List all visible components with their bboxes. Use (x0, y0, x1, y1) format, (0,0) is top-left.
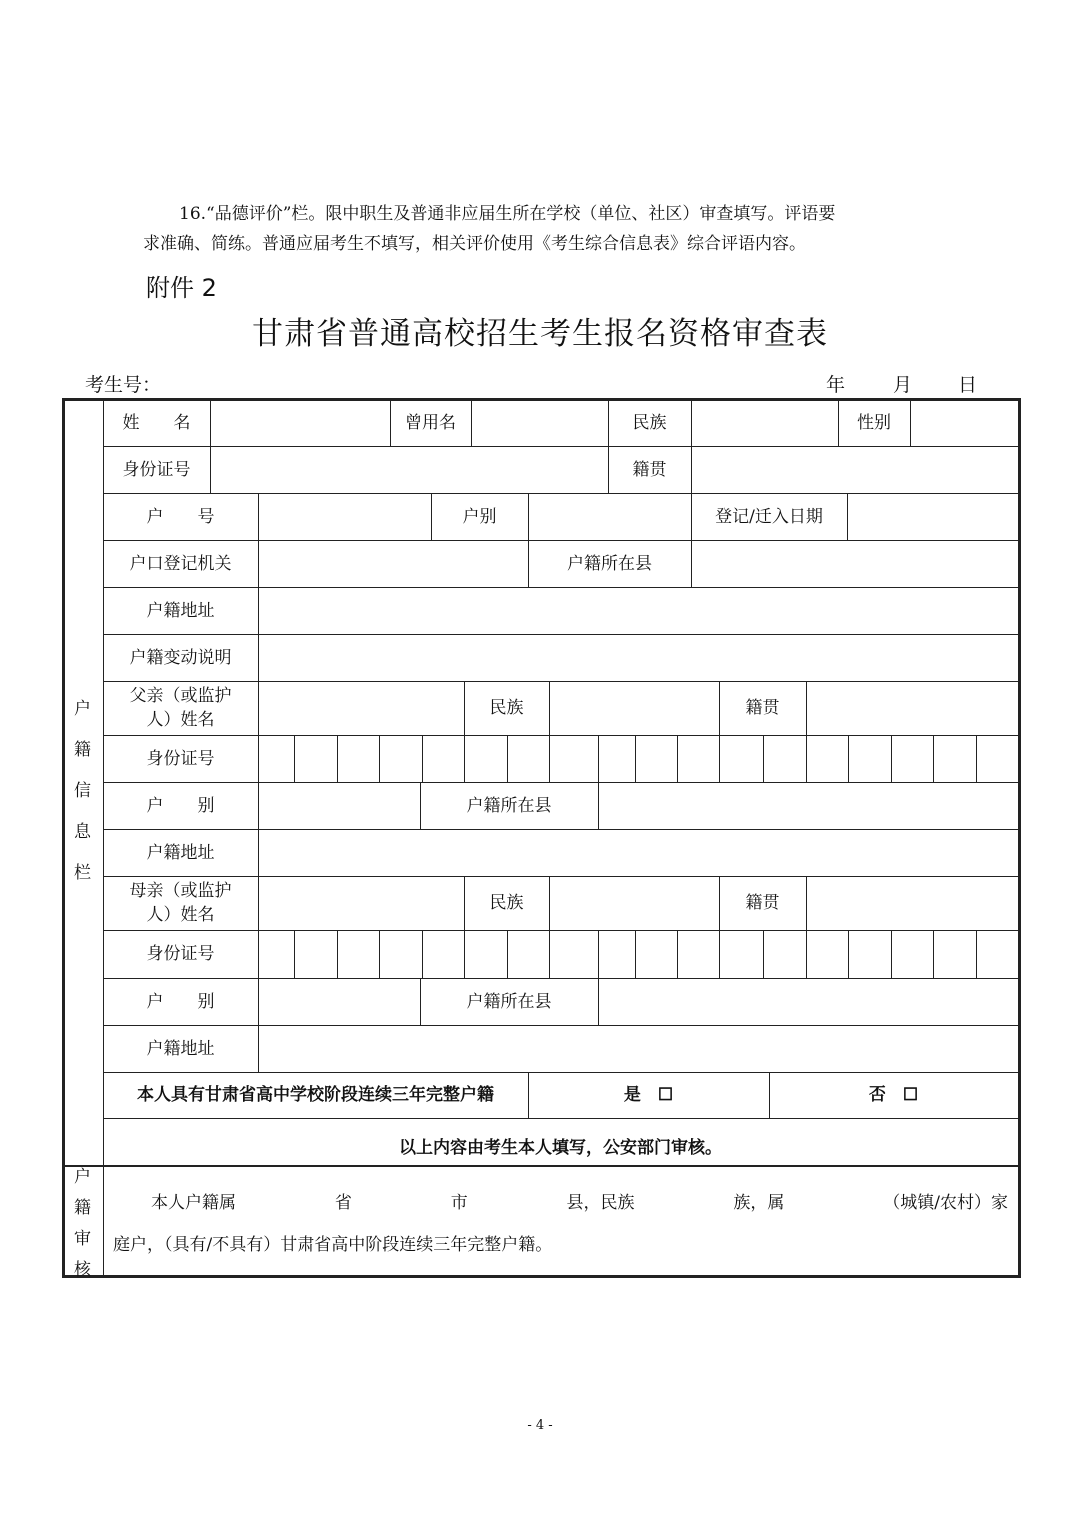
mother-name-field[interactable] (258, 876, 464, 930)
label-father-id-no: 身份证号 (146, 748, 215, 769)
table-bottom-border (62, 1275, 1020, 1278)
label-county: 户籍所在县 (567, 553, 652, 574)
mother-id-digit-cell[interactable] (507, 930, 549, 978)
label-father-native-place: 籍贯 (745, 698, 780, 718)
label-address: 户籍地址 (146, 600, 215, 621)
mother-id-digit-cell[interactable] (677, 930, 719, 978)
ethnicity-field[interactable] (691, 400, 838, 446)
father-id-digit-cell[interactable] (379, 735, 422, 782)
section-label-char: 息 (74, 821, 91, 842)
mother-id-digit-cell[interactable] (933, 930, 976, 978)
label-mother-county: 户籍所在县 (466, 991, 552, 1012)
review-line-2: 庭户，（具有/不具有）甘肃省高中阶段连续三年完整户籍。 (113, 1235, 553, 1255)
label-household-type: 户别 (462, 506, 497, 527)
section-label-char: 籍 (74, 1197, 91, 1218)
father-id-digit-cell[interactable] (422, 735, 464, 782)
no-checkbox[interactable]: 否 ☐ (868, 1085, 919, 1105)
label-household-no: 户 号 (146, 506, 215, 527)
mother-ethnicity-field[interactable] (549, 876, 719, 930)
label-change-note: 户籍变动说明 (129, 647, 232, 668)
father-name-field[interactable] (258, 681, 464, 735)
label-father-county: 户籍所在县 (466, 795, 552, 816)
mother-id-digit-cell[interactable] (549, 930, 598, 978)
father-county-field[interactable] (598, 782, 1018, 829)
label-mother-ethnicity: 民族 (489, 893, 524, 913)
mother-id-digit-cell[interactable] (848, 930, 891, 978)
id-no-field[interactable] (210, 446, 608, 493)
section-label-char: 信 (74, 780, 91, 801)
father-id-digit-cell[interactable] (806, 735, 848, 782)
name-field[interactable] (210, 400, 390, 446)
father-id-digit-cell[interactable] (891, 735, 933, 782)
label-mother-name: 母亲（或监护人）姓名 (129, 881, 232, 925)
review-fragment: 市 (450, 1193, 468, 1213)
mother-id-digit-cell[interactable] (294, 930, 337, 978)
father-id-digit-cell[interactable] (464, 735, 507, 782)
review-fragment: 本人户籍属 (151, 1193, 236, 1213)
label-mother-address: 户籍地址 (146, 1038, 215, 1059)
father-id-digit-cell[interactable] (294, 735, 337, 782)
father-household-type-field[interactable] (258, 782, 420, 829)
father-id-digit-cell[interactable] (549, 735, 598, 782)
label-native-place: 籍贯 (632, 459, 667, 480)
father-id-digit-cell[interactable] (507, 735, 549, 782)
mother-id-digit-cell[interactable] (635, 930, 677, 978)
review-fragment: （城镇/农村）家 (883, 1193, 1008, 1213)
section-household-review (62, 1165, 103, 1280)
address-field[interactable] (258, 587, 1018, 634)
father-id-digit-cell[interactable] (337, 735, 379, 782)
mother-id-digit-cell[interactable] (976, 930, 1018, 978)
change-note-field[interactable] (258, 634, 1018, 681)
father-id-digit-cell[interactable] (719, 735, 763, 782)
mother-id-digit-cell[interactable] (464, 930, 507, 978)
day-label: 日 (958, 374, 978, 396)
section-label-char: 审 (74, 1228, 91, 1249)
section-household-info (62, 681, 103, 895)
mother-id-digit-cell[interactable] (337, 930, 379, 978)
page-number: - 4 - (527, 1418, 553, 1433)
native-place-field[interactable] (691, 446, 1018, 493)
label-reg-date: 登记/迁入日期 (715, 506, 823, 527)
note-line-1: 16.“品德评价”栏。限中职生及普通非应届生所在学校（单位、社区）审查填写。评语要 (179, 204, 836, 224)
mother-native-place-field[interactable] (806, 876, 1018, 930)
reg-authority-field[interactable] (258, 540, 528, 587)
label-mother-household-type: 户 别 (146, 991, 215, 1012)
section-label-char: 核 (74, 1259, 91, 1280)
fill-note: 以上内容由考生本人填写，公安部门审核。 (399, 1137, 722, 1158)
section-label-char: 户 (74, 698, 91, 719)
gender-field[interactable] (910, 400, 1018, 446)
household-type-field[interactable] (528, 493, 691, 540)
father-id-digit-cell[interactable] (635, 735, 677, 782)
father-id-digit-cell[interactable] (677, 735, 719, 782)
mother-id-digit-cell[interactable] (891, 930, 933, 978)
father-id-digit-cell[interactable] (976, 735, 1018, 782)
label-father-ethnicity: 民族 (489, 698, 524, 718)
household-no-field[interactable] (258, 493, 431, 540)
review-fragment: 县，民族 (566, 1193, 635, 1213)
label-reg-authority: 户口登记机关 (129, 553, 232, 574)
mother-id-digit-cell[interactable] (719, 930, 763, 978)
review-statement (113, 1182, 1008, 1266)
note-line-2: 求准确、简练。普通应届考生不填写，相关评价使用《考生综合信息表》综合评语内容。 (143, 234, 806, 254)
label-father-household-type: 户 别 (146, 795, 215, 816)
yes-checkbox[interactable]: 是 ☐ (623, 1085, 674, 1105)
review-fragment: 省 (334, 1193, 352, 1213)
county-field[interactable] (691, 540, 1018, 587)
mother-address-field[interactable] (258, 1025, 1018, 1072)
section-label-char: 籍 (74, 739, 91, 760)
section-label-char: 栏 (74, 862, 91, 883)
annex-label: 附件 2 (146, 274, 217, 302)
label-gender: 性别 (857, 413, 891, 433)
exam-no-label: 考生号： (85, 374, 162, 396)
father-id-digit-cell[interactable] (598, 735, 635, 782)
label-former-name: 曾用名 (405, 413, 456, 433)
father-ethnicity-field[interactable] (549, 681, 719, 735)
mother-county-field[interactable] (598, 978, 1018, 1025)
father-id-digit-cell[interactable] (258, 735, 294, 782)
label-mother-native-place: 籍贯 (745, 893, 780, 913)
page-title: 甘肃省普通高校招生考生报名资格审查表 (252, 316, 828, 352)
review-fragment: 族，属 (733, 1193, 785, 1213)
month-label: 月 (893, 374, 913, 396)
father-address-field[interactable] (258, 829, 1018, 876)
label-mother-id-no: 身份证号 (146, 944, 215, 964)
label-father-name: 父亲（或监护人）姓名 (129, 686, 232, 730)
section-divider (103, 1165, 104, 1276)
three-years-statement: 本人具有甘肃省高中学校阶段连续三年完整户籍 (137, 1085, 494, 1105)
father-id-digit-cell[interactable] (848, 735, 891, 782)
label-ethnicity: 民族 (632, 413, 667, 433)
section-label-char: 户 (74, 1166, 91, 1187)
table-right-border (1018, 398, 1021, 1278)
mother-id-digit-cell[interactable] (422, 930, 464, 978)
mother-id-digit-cell[interactable] (379, 930, 422, 978)
father-id-digit-cell[interactable] (933, 735, 976, 782)
father-native-place-field[interactable] (806, 681, 1018, 735)
mother-id-digit-cell[interactable] (598, 930, 635, 978)
mother-id-digit-cell[interactable] (806, 930, 848, 978)
mother-household-type-field[interactable] (258, 978, 420, 1025)
mother-id-digit-cell[interactable] (763, 930, 806, 978)
former-name-field[interactable] (471, 400, 608, 446)
year-label: 年 (826, 374, 846, 396)
label-name: 姓 名 (122, 413, 191, 433)
reg-date-field[interactable] (847, 493, 1018, 540)
label-father-address: 户籍地址 (146, 842, 215, 863)
label-id-no: 身份证号 (122, 459, 191, 480)
father-id-digit-cell[interactable] (763, 735, 806, 782)
section-border (62, 1165, 1018, 1167)
mother-id-digit-cell[interactable] (258, 930, 294, 978)
